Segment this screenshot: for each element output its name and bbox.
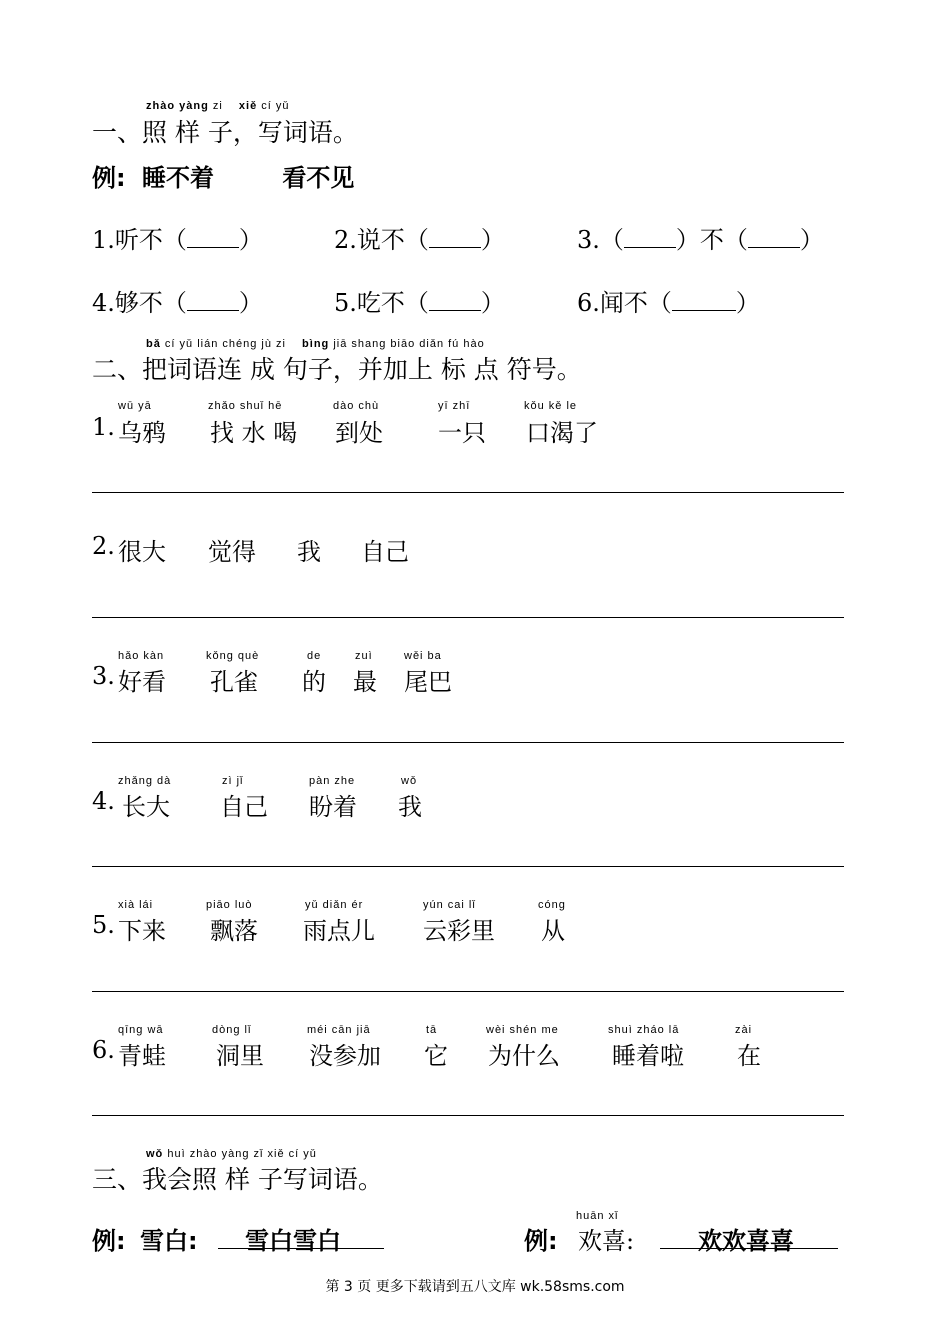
row-5-word-5: 从 <box>541 917 565 945</box>
row-5-word-2-pinyin: piāo luò <box>206 899 253 911</box>
row-6-word-6-pinyin: shuì zháo lā <box>608 1024 680 1036</box>
row-5-word-2: 飘落 <box>210 917 258 945</box>
fill-item-3 <box>577 220 824 255</box>
pinyin-bing: bìng <box>302 338 330 350</box>
row-3-word-5: 尾巴 <box>404 668 452 696</box>
pinyin-yang: yàng <box>179 100 209 112</box>
section2-pinyin <box>146 338 485 350</box>
fill-item-2-prefix: 2.说不（ <box>334 226 429 254</box>
row-3-word-3-pinyin: de <box>307 650 322 662</box>
answer-line-6[interactable] <box>92 1115 844 1116</box>
fill-blank[interactable] <box>187 227 239 248</box>
row-6-word-4: 它 <box>424 1042 448 1070</box>
row-3-word-2: 孔雀 <box>210 668 258 696</box>
row-1-word-4: 一只 <box>438 419 486 447</box>
row-2-word-2: 觉得 <box>208 538 256 566</box>
fill-item-3-suffix: ） <box>799 226 824 254</box>
example-2-label: 例: <box>524 1227 558 1255</box>
fill-item-3-prefix: 3.（ <box>577 226 624 254</box>
row-4-word-4: 我 <box>398 793 422 821</box>
fill-item-6 <box>577 283 760 318</box>
row-5-word-1-pinyin: xià lái <box>118 899 154 911</box>
row-5-word-5-pinyin: cóng <box>538 899 566 911</box>
row-1-word-2: 找 水 喝 <box>210 419 298 447</box>
example-word-1: 睡不着 <box>141 164 214 192</box>
example-1-answer: 雪白雪白 <box>245 1227 341 1255</box>
section3-pinyin <box>146 1148 317 1160</box>
pinyin-zi: zi <box>212 100 223 112</box>
row-6-word-4-pinyin: tā <box>426 1024 438 1036</box>
example-word-2: 看不见 <box>282 164 355 192</box>
pinyin-wo: wǒ <box>146 1148 164 1160</box>
answer-line-2[interactable] <box>92 617 844 618</box>
fill-item-1-prefix: 1.听不（ <box>92 226 187 254</box>
row-4-word-3-pinyin: pàn zhe <box>309 775 356 787</box>
example-1-word: 雪白: <box>139 1227 198 1255</box>
fill-item-4 <box>92 283 263 318</box>
row-4-word-2-pinyin: zì jǐ <box>222 775 244 787</box>
row-5-word-4-pinyin: yún cai lǐ <box>423 899 476 911</box>
row-6-number: 6. <box>92 1036 115 1064</box>
fill-blank[interactable] <box>429 227 481 248</box>
example-2-answer: 欢欢喜喜 <box>698 1227 794 1255</box>
row-2-word-1: 很大 <box>118 538 166 566</box>
row-3-word-3: 的 <box>302 668 326 696</box>
row-3-word-1-pinyin: hǎo kàn <box>118 650 165 662</box>
row-1-word-5-pinyin: kǒu kě le <box>524 400 578 412</box>
answer-line-5[interactable] <box>92 991 844 992</box>
section1-title: 一、照 样 子，写词语。 <box>92 118 358 147</box>
fill-item-4-prefix: 4.够不（ <box>92 289 187 317</box>
row-1-word-3: 到处 <box>335 419 383 447</box>
answer-line-4[interactable] <box>92 866 844 867</box>
pinyin-ciyu: cí yǔ <box>261 100 290 112</box>
row-4-word-4-pinyin: wǒ <box>401 775 418 787</box>
fill-item-5 <box>334 283 505 318</box>
pinyin-chengjuzi: chéng jù zi <box>222 338 286 350</box>
section1-pinyin <box>146 100 289 112</box>
fill-blank[interactable] <box>748 227 800 248</box>
answer-line-3[interactable] <box>92 742 844 743</box>
row-6-word-1: 青蛙 <box>118 1042 166 1070</box>
row-4-word-3: 盼着 <box>309 793 357 821</box>
row-3-word-5-pinyin: wěi ba <box>404 650 442 662</box>
row-6-word-6: 睡着啦 <box>612 1042 684 1070</box>
row-3-word-2-pinyin: kǒng què <box>206 650 260 662</box>
row-1-word-4-pinyin: yī zhī <box>438 400 471 412</box>
row-1-word-1: 乌鸦 <box>118 419 166 447</box>
fill-item-6-prefix: 6.闻不（ <box>577 289 672 317</box>
answer-line-1[interactable] <box>92 492 844 493</box>
row-4-word-2: 自己 <box>220 793 268 821</box>
row-5-number: 5. <box>92 911 115 939</box>
fill-item-1 <box>92 220 263 255</box>
pinyin-jiashang: jiā shang biāo diǎn fú hào <box>333 338 485 350</box>
fill-item-6-suffix: ） <box>735 289 760 317</box>
pinyin-ciyulian: cí yǔ lián <box>164 338 219 350</box>
fill-blank[interactable] <box>624 227 676 248</box>
row-6-word-5: 为什么 <box>488 1042 560 1070</box>
row-1-number: 1. <box>92 413 115 441</box>
section1-example <box>92 158 354 193</box>
row-3-word-4-pinyin: zuì <box>355 650 373 662</box>
fill-blank[interactable] <box>187 290 239 311</box>
section3-example-1 <box>92 1221 198 1256</box>
pinyin-xie: xiě <box>238 100 258 112</box>
row-3-number: 3. <box>92 662 115 690</box>
row-6-word-7: 在 <box>737 1042 761 1070</box>
row-5-word-1: 下来 <box>118 917 166 945</box>
row-6-word-7-pinyin: zài <box>735 1024 753 1036</box>
row-6-word-3: 没参加 <box>309 1042 381 1070</box>
example-2-pinyin: huān xǐ <box>576 1210 619 1222</box>
section3-title: 三、我会照 样 子写词语。 <box>92 1165 383 1194</box>
fill-item-5-prefix: 5.吃不（ <box>334 289 429 317</box>
pinyin-huizhao: huì zhào yàng zǐ xiě cí yǔ <box>167 1148 317 1160</box>
example-label: 例: <box>92 164 126 192</box>
fill-blank[interactable] <box>429 290 481 311</box>
fill-item-1-suffix: ） <box>238 226 263 254</box>
row-2-number: 2. <box>92 532 115 560</box>
row-3-word-1: 好看 <box>118 668 166 696</box>
row-6-word-2: 洞里 <box>216 1042 264 1070</box>
row-5-word-3: 雨点儿 <box>303 917 375 945</box>
row-4-word-1: 长大 <box>122 793 170 821</box>
section2-title: 二、把词语连 成 句子，并加上 标 点 符号。 <box>92 355 582 384</box>
row-1-word-5: 口渴了 <box>526 419 598 447</box>
row-2-word-3: 我 <box>297 538 321 566</box>
row-5-word-3-pinyin: yǔ diǎn ér <box>305 899 364 911</box>
row-1-word-1-pinyin: wū yā <box>118 400 152 412</box>
fill-blank[interactable] <box>672 290 736 311</box>
example-2-word: 欢喜: <box>578 1227 635 1255</box>
example-1-label: 例: <box>92 1227 126 1255</box>
row-4-word-1-pinyin: zhǎng dà <box>118 775 172 787</box>
fill-item-2-suffix: ） <box>480 226 505 254</box>
row-6-word-2-pinyin: dòng lǐ <box>212 1024 252 1036</box>
row-4-number: 4. <box>92 787 115 815</box>
row-2-word-4: 自己 <box>361 538 409 566</box>
row-1-word-2-pinyin: zhǎo shuǐ hē <box>208 400 283 412</box>
row-6-word-5-pinyin: wèi shén me <box>486 1024 559 1036</box>
row-5-word-4: 云彩里 <box>423 917 495 945</box>
page-footer: 第 3 页 更多下载请到五八文库 wk.58sms.com <box>325 1279 625 1295</box>
fill-item-5-suffix: ） <box>480 289 505 317</box>
row-6-word-3-pinyin: méi cān jiā <box>307 1024 371 1036</box>
fill-item-4-suffix: ） <box>238 289 263 317</box>
row-1-word-3-pinyin: dào chù <box>333 400 380 412</box>
row-3-word-4: 最 <box>353 668 377 696</box>
pinyin-ba: bǎ <box>146 338 161 350</box>
row-6-word-1-pinyin: qīng wā <box>118 1024 164 1036</box>
pinyin-zhao: zhào <box>146 100 176 112</box>
fill-item-3-middle: ）不（ <box>675 226 748 254</box>
fill-item-2 <box>334 220 505 255</box>
